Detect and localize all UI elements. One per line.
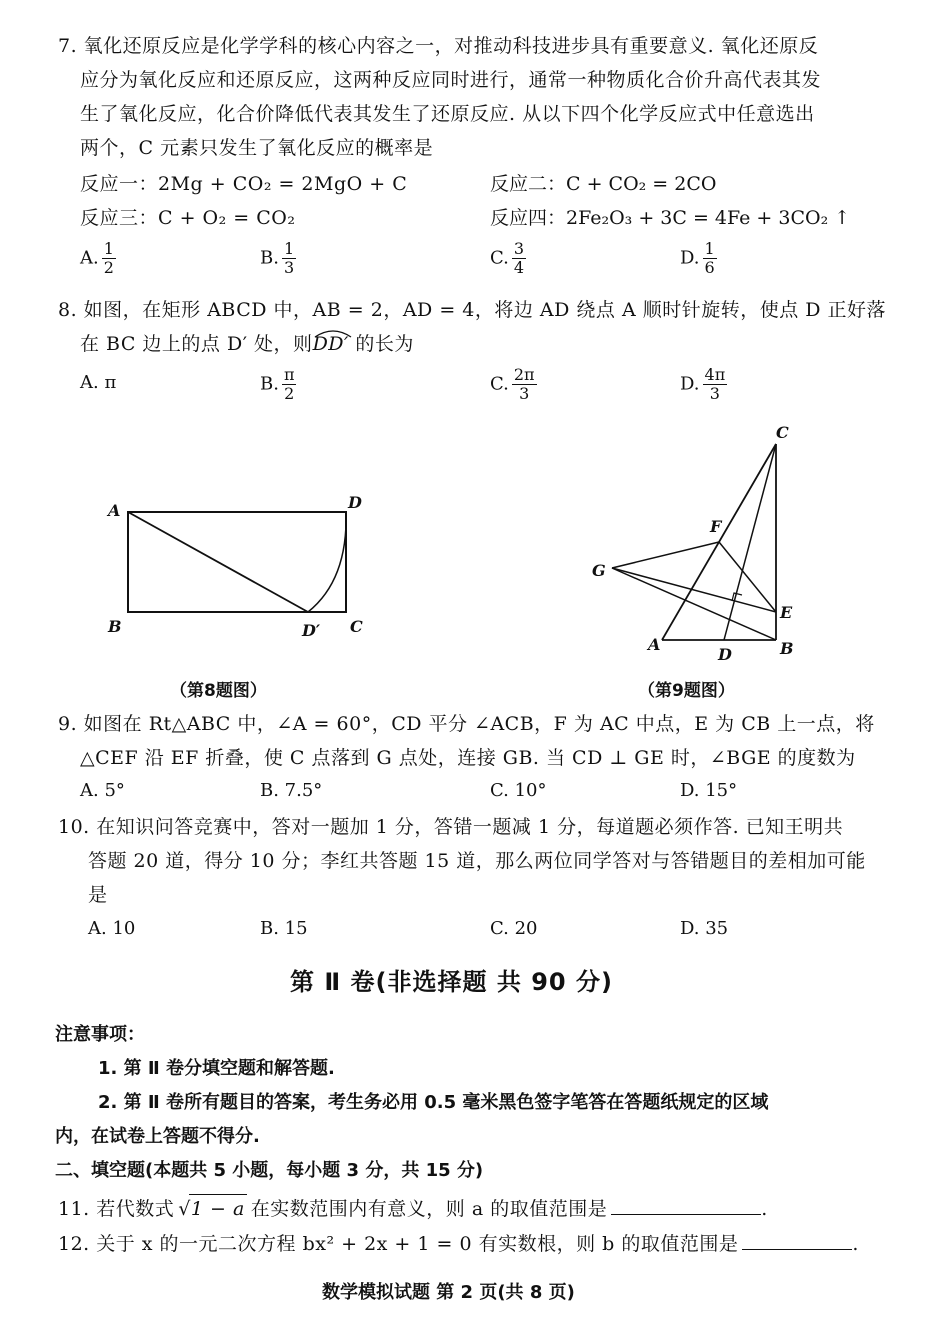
- q7-option-b: B. $\frac{1}{3}$: [260, 239, 295, 277]
- point-d-label: D: [348, 493, 362, 512]
- q10-line-2: 答题 20 道，得分 10 分；李红共答题 15 道，那么两位同学答对与答错题目的差相加可能: [88, 850, 866, 872]
- q9-option-b: B. 7.5°: [260, 780, 323, 801]
- q7-reaction-4: 反应四：2Fe₂O₃ + 3C = 4Fe + 3CO₂ ↑: [490, 207, 851, 229]
- q10-option-a: A. 10: [88, 918, 136, 939]
- segment-ge: [612, 568, 776, 612]
- q9-option-d: D. 15°: [680, 780, 738, 801]
- point-d-prime-label: D′: [302, 621, 321, 640]
- q10-option-c: C. 20: [490, 918, 538, 939]
- figure-9: [580, 418, 810, 668]
- figure-9-caption: （第9题图）: [638, 681, 735, 701]
- fig9-point-e-label: E: [780, 603, 793, 622]
- q10-option-d: D. 35: [680, 918, 729, 939]
- q10-line-3: 是: [88, 884, 108, 906]
- q9-line-1: 9. 如图在 Rt△ABC 中，∠A = 60°，CD 平分 ∠ACB，F 为 AC 中点，E 为 CB 上一点，将: [58, 713, 875, 735]
- fig9-point-g-label: G: [592, 561, 606, 580]
- fig9-point-c-label: C: [776, 423, 789, 442]
- q10-line-1: 10. 在知识问答竞赛中，答对一题加 1 分，答错一题减 1 分，每道题必须作答. 已知王明共: [58, 816, 844, 838]
- rectangle-abcd: [128, 512, 346, 612]
- q10-option-b: B. 15: [260, 918, 308, 939]
- q11-answer-blank: [611, 1196, 761, 1215]
- figure-8: [100, 490, 380, 650]
- notice-item-2-cont: 内，在试卷上答题不得分.: [55, 1126, 260, 1147]
- q8-line-2: 在 BC 边上的点 D′ 处，则 DD′ 的长为: [80, 330, 414, 358]
- point-c-label: C: [350, 617, 363, 636]
- notice-item-1: 1. 第 Ⅱ 卷分填空题和解答题.: [98, 1058, 335, 1079]
- q7-reaction-1: 反应一：2Mg + CO₂ = 2MgO + C: [80, 173, 408, 195]
- q12-answer-blank: [742, 1231, 852, 1250]
- q8-line-1: 8. 如图，在矩形 ABCD 中，AB = 2，AD = 4，将边 AD 绕点 A 顺时针旋转，使点 D 正好落: [58, 299, 887, 321]
- notice-title: 注意事项：: [55, 1024, 145, 1045]
- section-2-title: 第 Ⅱ 卷(非选择题 共 90 分): [290, 968, 613, 996]
- q8-option-b: B. $\frac{\pi}{2}$: [260, 365, 295, 403]
- q7-line-3: 生了氧化反应，化合价降低代表其发生了还原反应. 从以下四个化学反应式中任意选出: [80, 103, 815, 125]
- q8-option-c: C. $\frac{2\pi}{3}$: [490, 365, 535, 403]
- q9-option-a: A. 5°: [80, 780, 125, 801]
- segment-gb: [612, 568, 776, 640]
- right-angle-mark: [732, 593, 742, 601]
- q7-line-2: 应分为氧化反应和还原反应，这两种反应同时进行，通常一种物质化合价升高代表其发: [80, 69, 822, 91]
- q7-line-4: 两个，C 元素只发生了氧化反应的概率是: [80, 137, 434, 159]
- arc-mark-icon: [313, 328, 353, 338]
- q8-option-d: D. $\frac{4\pi}{3}$: [680, 365, 726, 403]
- q8-option-a: A. π: [80, 372, 117, 393]
- q7-line-1: 7. 氧化还原反应是化学学科的核心内容之一，对推动科技进步具有重要意义. 氧化还原反: [58, 35, 819, 57]
- fig9-point-a-label: A: [648, 635, 661, 654]
- q9-option-c: C. 10°: [490, 780, 547, 801]
- fig9-point-b-label: B: [780, 639, 794, 658]
- q7-option-d: D. $\frac{1}{6}$: [680, 239, 715, 277]
- fill-in-heading: 二、填空题(本题共 5 小题，每小题 3 分，共 15 分): [55, 1160, 484, 1181]
- segment-gf: [612, 542, 719, 568]
- notice-item-2: 2. 第 Ⅱ 卷所有题目的答案，考生务必用 0.5 毫米黑色签字笔答在答题纸规定的区域: [98, 1092, 769, 1113]
- q7-option-a: A. $\frac{1}{2}$: [80, 239, 114, 277]
- figure-8-caption: （第8题图）: [170, 681, 267, 701]
- sqrt-symbol: √: [178, 1198, 191, 1220]
- arc-dd-prime: [308, 512, 346, 612]
- fig9-point-f-label: F: [710, 517, 722, 536]
- page-footer: 数学模拟试题 第 2 页(共 8 页): [322, 1282, 575, 1303]
- point-a-label: A: [108, 501, 121, 520]
- q7-option-c: C. $\frac{3}{4}$: [490, 239, 525, 277]
- q9-line-2: △CEF 沿 EF 折叠，使 C 点落到 G 点处，连接 GB. 当 CD ⊥ GE 时，∠BGE 的度数为: [80, 747, 856, 769]
- q11-line: 11. 若代数式 √1 − a 在实数范围内有意义，则 a 的取值范围是 .: [58, 1194, 768, 1223]
- q7-reaction-2: 反应二：C + CO₂ = 2CO: [490, 173, 717, 195]
- q12-line: 12. 关于 x 的一元二次方程 bx² + 2x + 1 = 0 有实数根，则 b 的取值范围是 .: [58, 1233, 859, 1255]
- segment-ad-prime: [128, 512, 308, 612]
- point-b-label: B: [108, 617, 122, 636]
- q7-reaction-3: 反应三：C + O₂ = CO₂: [80, 207, 296, 229]
- fig9-point-d-label: D: [718, 645, 732, 664]
- arc-dd-label: DD′: [313, 330, 349, 358]
